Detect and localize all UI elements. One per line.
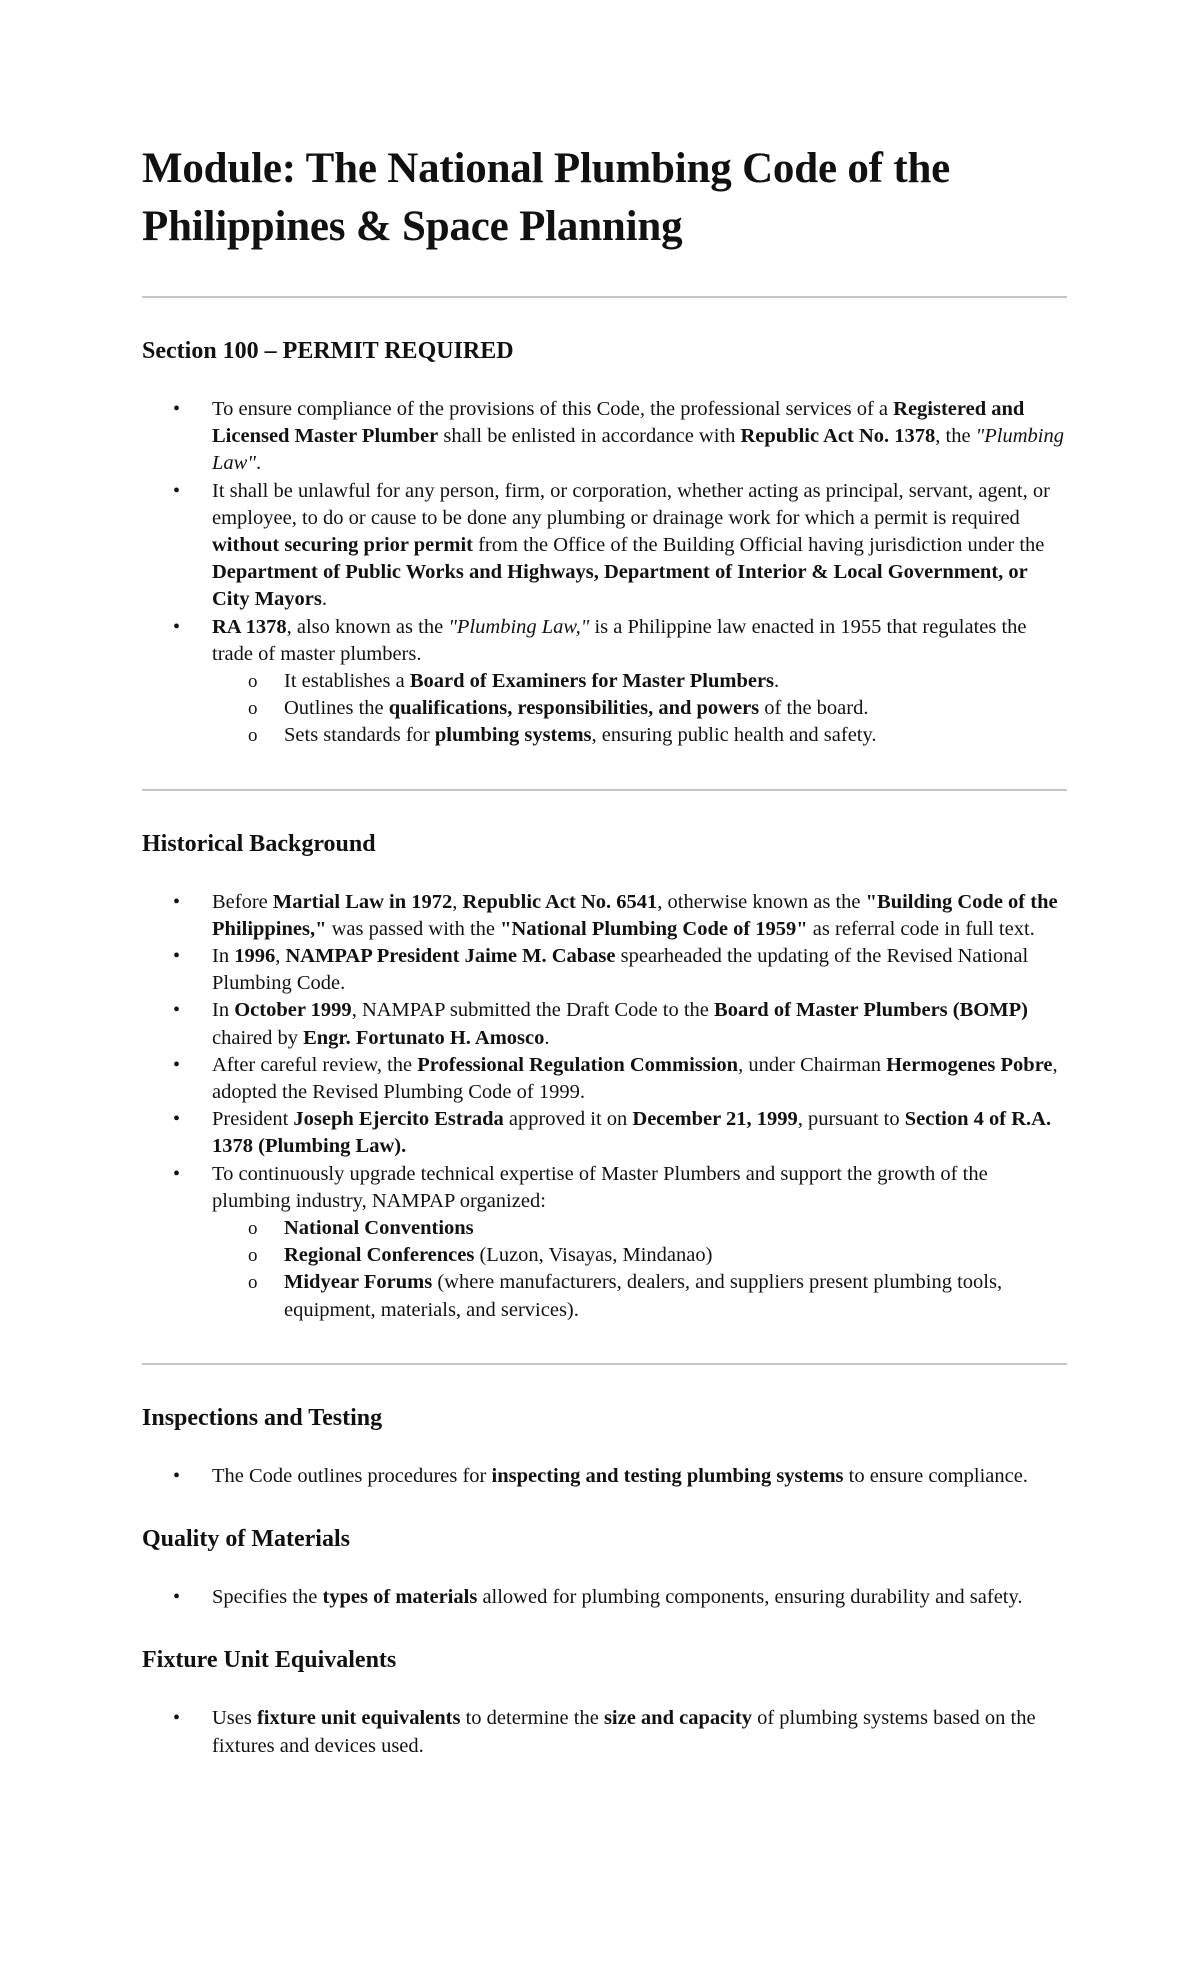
list-item: • To ensure compliance of the provisions of this Code, the professional services of a Registered and Licensed Master Plumber shall be enlisted in accordance with Republic Act No. 1378, the "Plumbing Law". [212, 396, 1067, 478]
page-title-line2: Philippines & Space Planning [142, 203, 683, 250]
section-heading-quality: Quality of Materials [142, 1526, 350, 1553]
sub-list-item: o National Conventions [284, 1215, 1067, 1242]
list-item: • In October 1999, NAMPAP submitted the Draft Code to the Board of Master Plumbers (BOMP) chaired by Engr. Fortunato H. Amosco. [212, 997, 1067, 1051]
fixture-list [142, 1705, 1067, 1759]
permit-list [142, 396, 1067, 750]
list-item: • To continuously upgrade technical expertise of Master Plumbers and support the growth of the plumbing industry, NAMPAP organized: o National Conventions o Regional Conferences (Luzon, Visayas, Mindanao) o Midyear Forums (where manufacturers, dealers, and suppliers present plumbing tools, equipment, materials, and services). [212, 1161, 1067, 1324]
sub-list [212, 668, 1067, 750]
section-heading-history: Historical Background [142, 830, 376, 857]
sub-list-item: o It establishes a Board of Examiners for Master Plumbers. [284, 668, 1067, 695]
list-item: • In 1996, NAMPAP President Jaime M. Cabase spearheaded the updating of the Revised National Plumbing Code. [212, 943, 1067, 997]
list-item: • RA 1378, also known as the "Plumbing Law," is a Philippine law enacted in 1955 that regulates the trade of master plumbers. o It establishes a Board of Examiners for Master Plumbers. o Outlines the qualifications, responsibilities, and powers of the board. o Sets standards for plumbing systems, ensuring public health and safety. [212, 614, 1067, 750]
quality-list [142, 1584, 1067, 1611]
history-list [142, 889, 1067, 1324]
list-item: • Before Martial Law in 1972, Republic Act No. 6541, otherwise known as the "Building Code of the Philippines," was passed with the "National Plumbing Code of 1959" as referral code in full text. [212, 889, 1067, 943]
section-heading-permit: Section 100 – PERMIT REQUIRED [142, 338, 514, 364]
section-heading-fixture: Fixture Unit Equivalents [142, 1647, 397, 1674]
sub-list-item: o Sets standards for plumbing systems, ensuring public health and safety. [284, 722, 1067, 749]
list-item: • After careful review, the Professional Regulation Commission, under Chairman Hermogenes Pobre, adopted the Revised Plumbing Code of 1999. [212, 1052, 1067, 1106]
document-page [142, 140, 1067, 1760]
list-item: • The Code outlines procedures for inspecting and testing plumbing systems to ensure compliance. [212, 1463, 1067, 1490]
page-title-line1: Module: The National Plumbing Code of the [142, 145, 951, 192]
list-item: • It shall be unlawful for any person, firm, or corporation, whether acting as principal, servant, agent, or employee, to do or cause to be done any plumbing or drainage work for which a permit is required without securing prior permit from the Office of the Building Official having jurisdiction under the Department of Public Works and Highways, Department of Interior & Local Government, or City Mayors. [212, 478, 1067, 614]
section-heading-inspections: Inspections and Testing [142, 1404, 383, 1431]
page-title [142, 140, 1067, 256]
list-item: • Uses fixture unit equivalents to determine the size and capacity of plumbing systems based on the fixtures and devices used. [212, 1705, 1067, 1759]
sub-list-item: o Regional Conferences (Luzon, Visayas, Mindanao) [284, 1242, 1067, 1269]
inspections-list [142, 1463, 1067, 1490]
sub-list-item: o Outlines the qualifications, responsibilities, and powers of the board. [284, 695, 1067, 722]
sub-list [212, 1215, 1067, 1324]
list-item: • Specifies the types of materials allowed for plumbing components, ensuring durability and safety. [212, 1584, 1067, 1611]
sub-list-item: o Midyear Forums (where manufacturers, dealers, and suppliers present plumbing tools, equipment, materials, and services). [284, 1269, 1067, 1323]
list-item: • President Joseph Ejercito Estrada approved it on December 21, 1999, pursuant to Section 4 of R.A. 1378 (Plumbing Law). [212, 1106, 1067, 1160]
